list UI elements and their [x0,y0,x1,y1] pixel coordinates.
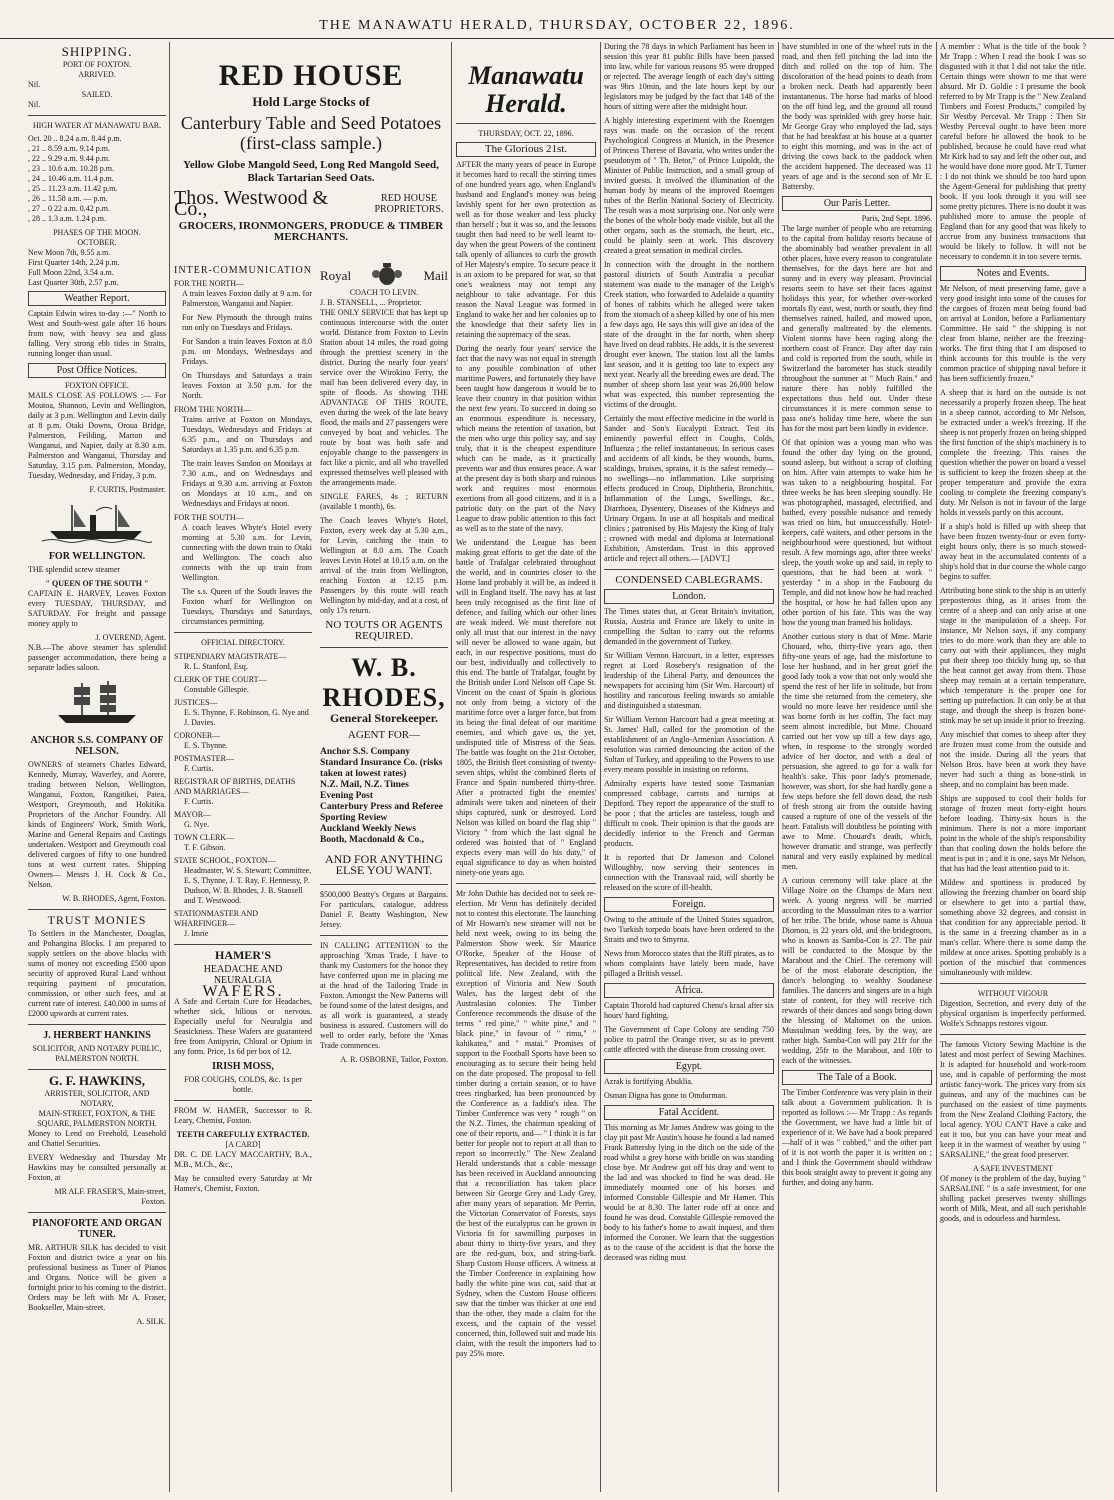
intercom-heading: FOR THE NORTH— [174,279,245,288]
official-directory [174,652,312,939]
hawkins-text: Money to Lend on Freehold, Leasehold and Chattel Securities. [28,1129,166,1148]
section-foreign: Foreign. [604,897,774,912]
news-paragraph: Sir William Vernon Harcourt, in a letter, expresses regret at Lord Rosebery's resignation of the leadership of the Liberal Party, and denounces the newspapers for accusing him (Sir Wm. Harcourt) of hostility and rancorous feeling towards so amiable and distinguished a statesman. [604,651,774,710]
news-paragraph: Azrak is fortifying Abuklia. [604,1077,693,1086]
column-6 [940,42,1086,1492]
hawkins-text: EVERY Wednesday and Thursday Mr Hawkins may be consulted personally at Foxton, at [28,1153,166,1182]
coach-touts: NO TOUTS OR AGENTS REQUIRED. [325,619,443,642]
news-paragraph: Of that opinion was a young man who was found the other day lying on the ground, sound asleep, but without a scrap of clothing on him. After vain attempts to wake him he was taken to a neighbouring hospital. For three weeks he has been sleeping soundly. He was photographed, massaged, electrified, and bathed, every possible nuisance and remedy was tried on him, but unsuccessfully. Hotel-keepers, café waiters, and other persons in the neighbourhood were questioned, but without result. A few mornings ago, after three weeks' sleep, the youth woke up and said, in reply to questions, that he had been at work " yesterday " in a shop in the Faubourg du Temple, and did not know how he had reached the hospital, or how he had fallen upon any other portion of his fate. This was the way how the young man framed his holidays. [782,438,932,627]
official-role: CLERK OF THE COURT— [174,675,267,684]
tide-row: , 22 .. 9.29 a.m. 9.44 p.m. [28,154,110,163]
divider [174,1100,312,1101]
high-water-title: HIGH WATER AT MANAWATU BAR. [32,121,162,130]
news-paragraph: Owing to the attitude of the United States squadron, two Turkish torpedo boats have been ordered to the Straits and two to Smyrna. [604,915,774,944]
column-2a [174,262,312,1492]
organs-text: $500,000 Beatty's Organs at Bargains. For particulars, catalogue, address Daniel F. Beatty Washington, New Jersey. [320,890,448,929]
hamer-title: HAMER'S [214,948,271,962]
tide-row: , 24 .. 10.46 a.m. 11.4 p.m. [28,174,114,183]
official-person: F. Curtis. [184,797,214,806]
divider [456,123,596,124]
column-rule [451,42,452,1492]
shipping-nil: Nil. [28,100,41,109]
news-paragraph: News from Morocco states that the Riff pirates, as to whom complaints have lately been made, have pillaged a British vessel. [604,949,774,978]
royal-mail-header [320,262,448,288]
moon-phase: New Moon 7th, 9.55 a.m. [28,248,111,257]
rhodes-agency-list [320,747,448,846]
intercom-text: A train leaves Foxton daily at 9 a.m. for Palmerston, Wanganui and Napier. [182,289,312,308]
tide-row: , 23 .. 10.6 a.m. 10.28 p.m. [28,164,114,173]
intercom-text: For New Plymouth the through trains run only on Tuesdays and Fridays. [182,313,312,332]
hamer-sub: HEADACHE AND NEURALGIA [203,964,283,986]
moon-phase: Last Quarter 30th, 2.57 p.m. [28,278,119,287]
editorial-title: The Glorious 21st. [456,142,596,157]
news-paragraph: have stumbled in one of the wheel ruts in the road, and then fell pitching the lad into the ditch and rolled on the top of him. The discoloration of the head points to death from a broken neck. Death had apparently been instantaneous. The horse had marks of blood on the off hind leg, and the ground all round the body was sprinkled with grey horse hair. Mr George Gray who employed the lad, says that he had breakfast at his house at a quarter to eight this morning, and was in the act of driving the cows back to the paddock when the accident happened. The deceased was 11 years of age and is the second son of Mr E. Battersby. [782,42,932,191]
piano-sign: A. SILK. [136,1317,166,1326]
vigour-title: WITHOUT VIGOUR [977,989,1049,998]
weather-title: Weather Report. [28,291,166,306]
news-paragraph: Mr Nelson, of meat preserving fame, gave a very good insight into some of the causes for the cargoes of frozen meat being found bad on arrival at London, before a Parliamentary Committee. He said " the shipping is not clear from blame, neither are the freezing-works. The first thing that I am disposed to think accounts for this trouble is the very common practice of shipping naval before it has been sufficiently frozen." [940,284,1086,383]
red-house-seeds: Yellow Globe Mangold Seed, Long Red Mangold Seed, Black Tartarian Seed Oats. [183,159,439,184]
divider [28,1069,166,1070]
divider [28,1212,166,1213]
section-africa: Africa. [604,983,774,998]
moon-title: PHASES OF THE MOON. [53,228,141,237]
osborne-text: IN CALLING ATTENTION to the approaching 'Xmas Trade, I have to thank my Customers for the honor they have conferred upon me in placing me at the head of the Tailoring Trade in Foxton. Amongst the New Patterns will be found some of the latest designs, and as all work is guaranteed, a steady business is assured. Customers will do well to order early, before the 'Xmas Trade commences. [320,941,448,1050]
herald-date: THURSDAY, OCT. 22, 1896. [478,129,574,138]
moon-phase: First Quarter 14th, 2.24 p.m. [28,258,120,267]
anchor-title: ANCHOR S.S. COMPANY OF NELSON. [30,735,164,757]
osborne-sign: A. R. OSBORNE, Tailor, Foxton. [340,1055,448,1064]
official-person: R. L. Stanford, Esq. [184,662,248,671]
moss-text: FOR COUGHS, COLDS, &c. 1s per bottle. [184,1075,302,1094]
divider [940,983,1086,984]
tide-row: , 26 .. 11.58 a.m. — p.m. [28,194,108,203]
piano-title: PIANOFORTE AND ORGAN TUNER. [32,1218,162,1240]
advert-text: Digestion, Secretion, and every duty of the physical organism is imperfectly performed. Wolfe's Schnapps restores vigour. [940,999,1086,1028]
coat-of-arms-icon [372,262,402,288]
paris-date: Paris, 2nd Sept. 1896. [861,214,932,223]
column-4 [604,42,774,1492]
intercom-text: Trains arrive at Foxton on Mondays, Tuesdays, Wednesdays and Fridays at 6.35 p.m., and on Thursdays and Saturdays at 1.35 p.m. and 6.35 p.m. [182,415,312,454]
rhodes-sub: General Storekeeper. [330,711,438,725]
news-paragraph: It is reported that Dr Jameson and Colonel Willoughby, now serving their sentences in connection with the Transvaal raid, will shortly be released on the score of ill-health. [604,853,774,892]
news-paragraph: A member : What is the title of the book ? Mr Trapp : When I read the book I was so disgusted with it that I did not take the title. Certain things were shown to me that were absurd. Mr D. Goldie : I presume the book referred to by Mr Trapp is the " New Zealand Timbers and Forest Products," compiled by Sir Westby Perceval. Mr Trapp : Then Sir Westby Perceval ought to have been more careful before he allowed the book to be published, because he could have read what Mr Kirk had to say and left the other out, and he would have done more good. Mr T. Turner : I do not think we should be too hard upon the Agent-General for publishing that pretty book. If you look through it you will see some pretty pictures. There is no doubt it was published more to amuse the people of England than for any good that was likely to accrue from any business transactions that would be likely to follow. It will not be necessary to condemn it in too severe terms. [940,42,1086,261]
news-paragraph: A curious ceremony will take place at the Village Noire on the Champs de Mars next week. A young negress will be married according to the Mussulman rites to a warrior of her tribe. The bride, whose name is Ahoua Diomou, is 22 years old, and the bridegroom, who is known as Samba-Con is 27. The pair will be conducted to the Mosque by the Marabout and the Chief. The ceremony will be of the most elaborate description, the dance's belonging to wealthy Soudanese families. The dancers and singers are in a high state of content, for they will receive rich rewards of their dances and songs bring down the blessing of Mahomet on the union. Mussulman wedding fees, by the way, are rather high. Samba-Con will pay 21fr for the wedding, 25fr to the Marabout, and 10fr to each of the witnesses. [782,876,932,1065]
red-house-potatoes: Canterbury Table and Seed Potatoes (first-class sample.) [180,113,442,153]
shipping-arrived: ARRIVED. [78,70,116,79]
coach-title: COACH TO LEVIN. [349,288,419,297]
news-paragraph: Attributing bone stink to the ship is an utterly preposterous thing, as it arises from the centre of a sheep and can only arise at one stage in the manipulation of a sheep. For instance, Mr Nelson says, if any company tries to do more work than they are able to carry out with their appliances, they might put their sheep too thickly hung up, so that the heat cannot get away from them. Those sheep may remain at a certain temperature, which temperature is the proper one for setting up putrefaction. It can only be at that stage, and though the sheep is frozen bone-stink may be set up inside it prior to freezing. [940,586,1086,725]
anchor-text: OWNERS of steamers Charles Edward, Kennedy, Murray, Waverley, and Aorere, trading between Nelson, Wellington, Wanganui, Foxton, Rangitikei, Patea, Westport, Greymouth, and Hokitika. Proprietors of the Anchor Foundry. All kinds of Engineers' Work, Smith Work, Marine and General Repairs and Castings undertaken. Westport and Greymouth coal delivered cargoes of fifty to one hundred tons at west current rates. Shipping Owners— Messrs J. H. Cock & Co., Nelson. [28,760,166,889]
steamer-illustration [42,501,152,545]
red-house-title: RED HOUSE [218,59,404,92]
tide-row: , 27 .. 0 22 a.m. 0.42 p.m. [28,204,110,213]
intercom-text: The s.s. Queen of the South leaves the Foxton wharf for Wellington on Tuesdays, Thursdays and Saturdays, circumstances permitting. [182,587,312,626]
news-notes: Mr John Duthie has decided not to seek re-election. Mr Venn has definitely decided not to contest this electorate. The launching of Mr Howarn's new steamer will not be held next week, owing to its being the Palmerston Show week. Sir Maurice O'Rorke, Speaker of the House of Representatives, has decided to retire from political life. New Zealand, with the exception of Victoria and New South Wales, has the largest debt of the Australasian colonies. The Timber Conference recommends the disuse of the terms " red pine," " white pine," and " black pine," in favour of " rimu," " kahikatea," and " matai." Promises of support to the Football Sports have been so encouraging as to secure their being held on the date proposed. The proposal to fell timber during a certain season, or to have trees ringbarked, has been pronounced by the Conference as a faddist's idea. The Timber Conference was very " rough " on the N.Z. Times, the chairman speaking of one of their reports, and— " I think it is far better for people not to report at all than to report so incorrectly." The New Zealand Herald understands that a cable message has been received in Auckland announcing that a reconciliation has taken place between Sir George Grey and Lady Grey, after many years of separation. Mr Perrin, the Victorian Conservator of Forests, says the best of the eucalyptus can be grown in Victoria fit for sawmilling purposes in about thirty to thirty-five years, and they are the red-gum, box, and string-bark. Sharp Custom House officers. A witness at the Timber Conference in explaining how badly the white pine was cut, said that at Sydney, when the Custom House officers saw that the timber was thicker at one end than the other, they made a claim for the excess, and the captain of the vessel concerned, thin, followed suit and made his claim, with the result the importers had to pay 25% more. [456,889,596,1358]
editorial-paragraph: AFTER the many years of peace in Europe it becomes hard to recall the stirring times of one hundred years ago, when England's husband and England's money was being lavishly spent for her own protection as well as for those weaker and less plucky than herself ; but it was so, and the lessons taught then had need to be well learnt to-day when the great Powers of the continent talk openly of alliances to curb the growth of Her Majesty's empire. To secure peace it is an axiom to be prepared for war, so that one's weakness may not tempt any neighbour to take advantage. For this reason the Naval League was formed in England to wake her and her colonies up to the knowledge that their safety lies in retaining the supremacy of the seas. [456,160,596,339]
masthead: THE MANAWATU HERALD, THURSDAY, OCTOBER 22, 1896. [0,18,1114,39]
post-text: MAILS CLOSE AS FOLLOWS :— For Moutoa, Shannon, Levin and Wellington, daily at 3 p.m. Wellington and Levin daily at 8 p.m. Otaki Downs, Oroua Bridge, Palmerston, Feilding, Marton and Wanganui, and Napier, daily at 8.30 a.m. Palmerston and Wanganui, Thursday and Saturday, 3.15 p.m. Palmerston, Monday, Tuesday, Wednesday, and Friday, 3 p.m. [28,391,166,480]
weather-text: Captain Edwin wires to-day :—" North to West and South-west gale after 16 hours from now, with heavy sea and glass falling. Very strong ebb tides in Straits, running longer than usual. [28,309,166,358]
agency-item: Standard Insurance Co. (risks taken at lowest rates) [320,758,443,779]
post-office: FOXTON OFFICE. [65,381,129,390]
divider [28,1024,166,1025]
red-house-advert [174,42,448,254]
coach-text: The Coach leaves Whyte's Hotel, Foxton, every week day at 5.30 a.m., for Levin, catching the train to Wellington at 8.0 a.m. The Coach leaves Levin Hotel at 10.15 a.m. on the arrival of the train from Wellington, reaching Foxton at 12.15 p.m. Passengers by this route will reach Wellington by mid-day, and at a cost, of only 17s return. [320,516,448,615]
editorial-paragraph: We understand the League has been making great efforts to get the date of the battle of Trafalgar celebrated throughout the world, and in countries closer to the Home land probably it will be, as indeed it will in England itself. The navy has at last been truly recognised as the first line of defence, and failing which our other lines are weak indeed. We must therefore not only all trust that our interest in the navy will never be allowed to wane again, but each, in our respective positions, must do our best, individually and collectively to this end. The battle of Trafalgar, fought by the British under Lord Nelson off Cape St. Vincent on the coast of Spain is glorious not only from being a victory of the maritime force over a larger force, but from its being the final defeat of our maritime enemies, and which gave us, the yet, undisputed title of Mistress of the Seas. The battle was fought on the 21st October, 1805, the British fleet consisting of twenty-seven ships, whilst the combined fleets of France and Spain numbered thirty-three. After a protracted fight the enemies' admirals were taken and nineteen of their ships captured, sunk or destroyed. Lord Nelson was killed on board the flag ship " Victory " from which the last signal he ordered was hoisted that of " England expects every man will do his duty," of equal significance to day as when hoisted ninety-one years ago. [456,538,596,877]
official-person: F. Curtis. [184,764,214,773]
advert-text: Of money is the problem of the day, buying " SARSALINE " is a safe investment, for one shilling packet preserves twenty shillings worth of Milk, Meat, and all such perishable goods, and is odourless and harmless. [940,1174,1086,1223]
moss-title: IRISH MOSS, [212,1061,274,1072]
column-2b [320,262,448,1492]
divider [604,569,774,570]
rhodes-else: AND FOR ANYTHING ELSE YOU WANT. [324,852,443,877]
official-person: Headmaster, W. S. Stewart; Committee, E. S. Thynne, J. T. Ray, F. Hennessy, P. Dudson, W. B. Rhodes, J. B. Stansell and T. Westwood. [184,866,312,905]
news-paragraph: Captain Thorold had captured Chenu's kraal after six hours' hard fighting. [604,1001,774,1020]
official-person: G. Nye. [184,820,210,829]
moon-month: OCTOBER. [77,238,117,247]
section-london: London. [604,589,774,604]
wellington-agent: J. OVEREND, Agent. [95,633,166,642]
shipping-port: PORT OF FOXTON. [62,60,132,69]
intercom-heading: FOR THE SOUTH— [174,513,244,522]
official-person: E. S. Thynne. [184,741,228,750]
column-3 [456,42,596,1492]
agency-item: Anchor S.S. Company [320,747,411,757]
column-rule [936,42,937,1492]
trust-text: To Settlers in the Manchester, Douglas, and Pohangina Blocks. I am prepared to supply settlers on the above blocks with sums of money not exceeding £500 upon security of approved Rural Land without requiring payment of procuration, commission, or other such fees, and at current rate of interest. £40,000 in sums of £2000 upwards at current rates. [28,929,166,1018]
news-paragraph: Any mischief that comes to sheep after they are frozen must come from the outside and not the inside. During all the years that Nelson Bros. have been at work they have never had such a thing as bone-stink in sheep, and no complaint has been made. [940,730,1086,789]
official-role: STATIONMASTER AND WHARFINGER— [174,909,259,928]
red-house-firm-row [174,187,448,220]
column-rule [600,42,601,1492]
tide-table [28,134,166,224]
official-person: E. S. Thynne, F. Robinson, G. Nye and J. Davies. [184,708,309,727]
official-role: STIPENDIARY MAGISTRATE— [174,652,287,661]
red-house-trade: GROCERS, IRONMONGERS, PRODUCE & TIMBER MERCHANTS. [178,220,444,243]
official-role: JUSTICES— [174,698,218,707]
divider [320,884,448,885]
section-paris: Our Paris Letter. [782,196,932,211]
ship-name: " QUEEN OF THE SOUTH " [45,579,149,588]
news-paragraph: Certainly the most effective medicine in the world is Sander and Son's Eucalypti Extract. Test its eminently powerful effect in Coughs, Colds, Influenza ; the relief instantaneous. In serious cases and accidents of all kinds, be they wounds, burns, scaldings, bruises, sprains, it is the safest remedy—no swellings—no inflammation. Like surprising effects produced in Croup, Diphtheria, Bronchitis, Inflammation of the Lungs, Swellings, &c., Diarrhoea, Dysentery, Diseases of the Kidneys and Urinary Organs. In use at all hospitals and medical clinics ; patronised by His Majesty the King of Italy ; crowned with medal and diploma at International Exhibition, Amsterdam. Trust in this approved article and reject all others.— [ADVT.] [604,414,774,563]
post-sign: F. CURTIS, Postmaster. [89,485,166,494]
anchor-agent: W. B. RHODES, Agent, Foxton. [62,894,166,903]
agency-item: Booth, Macdonald & Co., [320,835,424,845]
news-paragraph: Another curious story is that of Mme. Marie Chouard, who, thirty-five years ago, then fifty-one years of age, had the misfortune to lose her husband, and in her great grief the good lady took a vow that not only would she spend the rest of her life in solitude, but from the time she returned from the cemetery, she would no more leave her residence until she was borne forth in her coffin. The fact may seem almost incredible, but Mme. Chouard carried out her vow up till a few days ago, when, in response to the strongly worded advice of her doctor, and with a deal of persuasion, she agreed to go for a walk for health's sake. This poor lady's promenade, however, was short, for she had hardly gone a few steps before she fell down dead, the rush of fresh strong air from the outside having caused a rupture of one of the vessels of the heart. Fatalists will doubtless be pointing with awe to Mme. Chouard's death, which, however dramatic and strange, was perfectly natural and very easily explained by medical men. [782,632,932,871]
news-paragraph: The Government of Cape Colony are sending 750 police to patrol the Orange river, so as to prevent cattle affected with the disease from crossing over. [604,1025,774,1054]
section-fatal: Fatal Accident. [604,1105,774,1120]
herald-title: Manawatu Herald. [468,61,584,118]
divider [320,647,448,648]
tide-row: Oct. 20 .. 8.24 a.m. 8.44 p.m. [28,134,122,143]
hamer-from: FROM W. HAMER, Successor to R. Leary, Chemist, Foxton. [174,1106,312,1125]
shipping-sailed: SAILED. [81,90,113,99]
post-title: Post Office Notices. [28,363,166,378]
red-house-proprietors: RED HOUSE PROPRIETORS. [374,193,444,215]
official-role: REGISTRAR OF BIRTHS, DEATHS AND MARRIAGES— [174,777,296,796]
coach-fares: SINGLE FARES, 4s ; RETURN (available 1 month), 6s. [320,492,448,511]
cable-title: CONDENSED CABLEGRAMS. [615,574,763,586]
intercom-heading: FROM THE NORTH— [174,405,252,414]
news-paragraph: During the 78 days in which Parliament has been in session this year 81 public Bills have been passed into law, while for various reasons 95 were dropped or rejected. The average length of each day's sitting was 9hrs 10min, and the late hours kept by our legislators may be judged by the fact that 148 of the hours of sitting were after the midnight hour. [604,42,774,111]
wellington-title: FOR WELLINGTON. [48,551,146,562]
section-egypt: Egypt. [604,1059,774,1074]
divider [456,883,596,884]
hawkins-place: MR ALF. FRASER'S, Main-street, Foxton. [54,1187,166,1206]
shipping-title: SHIPPING. [61,44,133,59]
news-paragraph: The large number of people who are returning to the capital from holiday resorts because of the abominably bad weather prevalent in all other places, have every reason to congratulate themselves, for the days here are hot and sunny and in every way pleasant. Provincial resorts seem to have set their faces against holidays this year, for whether over-worked mortals fly east, west, north or south, they find themselves rained, hailed, and mowed upon, and generally maltreated by the elements. Violent storms have been raging along the northern coast of France. Day after day rain and cold is reported from the south, while in Switzerland the barometer has stuck steadily throughout the summer at " Much Rain." and nature there has nobly fulfilled the expectations thus held out. Under these circumstances it is mere common sense to pass one's holiday time here, where the sun has for the most part been kindly in evidence. [782,224,932,433]
column-5 [782,42,932,1492]
wellington-text: THE splendid screw steamer [28,565,121,574]
piano-text: MR. ARTHUR SILK has decided to visit Foxton and district twice a year on his professional business as Tuner of Pianos and Organs. Notice will be given a fortnight prior to his coming to the district. Orders may be left with Mr A. Fraser, Bookseller, Main-street. [28,1243,166,1312]
agency-item: Sporting Review [320,813,388,823]
teeth-text: TEETH CAREFULLY EXTRACTED. [176,1130,310,1139]
wellington-text: CAPTAIN E. HARVEY, Leaves Foxton every TUESDAY, THURSDAY, and SATURDAY. For freight and passage money apply to [28,589,166,628]
official-person: Constable Gillespie. [184,685,249,694]
news-paragraph: The Times states that, at Great Britain's invitation, Russia, Austria and France are likely to unite in compelling the Sultan to carry out the reforms demanded in the government of Turkey. [604,607,774,646]
news-paragraph: Sir William Vernon Harcourt had a great meeting at St. James' Hall, called for the promotion of the establishment of an Anglo-Armenian Association. A resolution was carried denouncing the action of the Sultan of Turkey, and appealing to the Powers to use every means possible in insisting on reforms. [604,715,774,774]
news-paragraph: Admiralty experts have tested some Tasmanian compressed cabbage, carrots and turnips at Deptford. They report the appearance of the stuff to be poor ; that the articles are tasteless, tough and difficult to cook. Their opinion is that the goods are decidedly inferior to the French and German products. [604,779,774,848]
section-book: The Tale of a Book. [782,1070,932,1085]
divider [320,935,448,936]
rhodes-title: W. B. RHODES, [322,653,446,712]
red-house-line: Hold Large Stocks of [252,94,370,109]
news-paragraph: A sheep that is hard on the outside is not necessarily a properly frozen sheep. The heat in a sheep cannot, according to Mr Nelson, be extracted under a week's freezing. If the sheep is not properly frozen on being shipped the first function of the ship's machinery is to complete the freezing. This raises the question whether the power on board a vessel is sufficient to keep the frozen sheep at the proper temperature and provide the extra cooling to complete the freezing company's duty. Mr Nelson is not in favour of the large holds in vessels partly on this account. [940,388,1086,517]
shipping-nil: Nil. [28,80,41,89]
divider [174,632,312,633]
sailing-ship-illustration [52,679,142,729]
column-1 [28,42,166,1492]
hamer-text: A Safe and Certain Cure for Headaches, whether sick, bilious or nervous. Especially useful for Neuralgia and Seasickness. These Wafers are guaranteed free from Antipyrin, Chloral or Opium in any form. Price, 1s 6d per box of 12. [174,997,312,1056]
hankins-sub: SOLICITOR, AND NOTARY PUBLIC, PALMERSTON NORTH. [32,1044,162,1063]
coach-text: THE ONLY SERVICE that has kept up continuous intercourse with the outer world. Distance from Foxton to Levin Station about 14 miles, the road going through the prettiest scenery in the district. During the nearly four years' service over the Wirokino Ferry, the mail has been delivered every day, in spite of floods. As showing THE ADVANTAGE OF THIS ROUTE, even during the week of the late heavy flood, the mails and 27 passengers were conveyed by boat and vehicles. The route by boat was both safe and enjoyable change to the passengers in fact like a picnic, and all who travelled expressed themselves well pleased with the arrangements made. [320,308,448,487]
news-paragraph: In connection with the drought in the northern pastoral districts of South Australia a peculiar statement was made to the manager of the Leigh's Creek station, who forwarded to Adelaide a quantity of bones of rabbits which he alleged were taken from the stomach of a sheep killed by one of his men a few days ago. He says this will give an idea of the state of the drought in the far north, when sheep have lived on dead rabbits. He adds, it is the severest drought ever known. The station lost all the lambs last season, and it is getting too late to expect any next year. Nearly all the breeding ewes are dead. The number of sheep shorn last year was 26,000 below what was expected, this number representing the victims of the drought. [604,260,774,409]
divider [940,1034,1086,1035]
moon-phase: Full Moon 22nd, 3.54 a.m. [28,268,114,277]
doctor-text: May be consulted every Saturday at Mr Hamer's, Chemist, Foxton. [174,1174,312,1193]
news-paragraph: If a ship's hold is filled up with sheep that have been frozen twenty-four or even forty-eight hours only, there is so much stowed-away heat in the accumulated contents of a ship's hold that in due course the whole cargo begins to suffer. [940,522,1086,581]
red-house-firm: Thos. Westwood & Co., [174,187,329,220]
news-paragraph: Osman Digna has gone to Omdurman. [604,1091,728,1100]
official-role: POSTMASTER— [174,754,235,763]
investment-title: A SAFE INVESTMENT [972,1164,1053,1173]
intercom-text: A coach leaves Whyte's Hotel every morning at 5.30 a.m. for Levin, connecting with the down train to Otaki and Wellington. The coach also connects with the up train from Wellington. [182,523,312,582]
intercom-title: INTER-COMMUNICATION [174,265,312,276]
hankins-title: J. HERBERT HANKINS [43,1030,151,1041]
royal-label: Royal [320,267,352,283]
section-notes: Notes and Events. [940,266,1086,281]
official-role: STATE SCHOOL, FOXTON— [174,856,276,865]
news-paragraph: Ships are supposed to cool their holds for storage of frozen meat forty-eight hours before loading. Thirty-six hours is the minimum. There is not a more important point in the whole of the ship's responsibility than that cooling down the holds before the meat is put in ; and it is one, says Mr Nelson, that has had the least attention paid to it. [940,794,1086,873]
official-role: TOWN CLERK— [174,833,235,842]
wellington-nb: N.B.—The above steamer has splendid passenger accommodation, there being a separate ladies saloon. [28,643,166,672]
hawkins-title: G. F. HAWKINS, [49,1073,145,1088]
rhodes-agent: AGENT FOR— [347,729,421,741]
official-person: J. Imrie [184,929,209,938]
official-role: CORONER— [174,731,221,740]
tide-row: , 25 .. 11.23 a.m. 11.42 p.m. [28,184,118,193]
intercom-text: On Thursdays and Saturdays a train leaves Foxton at 3.50 p.m. for the North. [182,371,312,400]
tide-row: , 28 .. 1.3 a.m. 1.24 p.m. [28,214,106,223]
hamer-wafers: WAFERS. [202,983,284,1000]
news-paragraph: This morning as Mr James Andrew was going to the clay pit past Mr Austin's house he found a lad named Frank Battersby lying in the ditch on the side of the road whilst a grey horse with bridle on was standing close bye. Mr Andrew got off his dray and went to the lad and was shocked to find he was dead. He immediately mounted one of his horses and informed Constable Gillespie and Mr Hamer. This would be at 8.30. The latter rode off at once and found he was dead. Constable Gillespie removed the body to his father's home to await inquest, and then informed the Coroner. We learn that the suggestion as to the cause of the accident is that the horse the deceased was riding must [604,1123,774,1262]
tide-row: , 21 .. 8.59 a.m. 9.14 p.m. [28,144,110,153]
column-rule [778,42,779,1492]
divider [174,944,312,945]
agency-item: Canterbury Press and Referee [320,802,443,812]
coach-proprietor: J. B. STANSELL, ... Proprietor. [320,298,422,307]
official-role: MAYOR— [174,810,212,819]
hawkins-sub: ARRISTER, SOLICITOR, AND NOTARY, [44,1089,150,1108]
news-paragraph: Mildew and spottiness is produced by allowing the freezing chamber on board ship or elsewhere to get into a partial thaw, something above 32 degrees, and consist in that condition for any appreciable period. It is the same in a freezing chamber as in a man's cellar. Where there is some damp the mildew at once arises. Spotting probably is a portion of the mischief that commences simultaneously with mildew. [940,878,1086,977]
intercom-text: For Sandon a train leaves Foxton at 8.0 p.m. on Mondays, Wednesdays and Fridays. [182,337,312,366]
news-paragraph: A highly interesting experiment with the Roentgen rays was made on the occasion of the recent Psychological Congress at Munich, in the Presence of Princess Therese of Bavaria, who writes under the pseudonym of " Th. Betor," of Prince Luipoldt, the Minister of Public Instruction, and a small group of invited guests. It involved the illumination of the human body by means of the improved Roentgen tubes of the Berlin National Society of Electricity. The result was a most surprising one. Not only were the bones of the whole body made visible, but all the other organs, such as the stomach, the heart, etc., could be plainly seen at work. This discovery created a great sensation in medical circles. [604,116,774,255]
card-label: [A CARD] [225,1140,261,1149]
agency-item: Evening Post [320,791,374,801]
column-rule [169,42,170,1492]
official-title: OFFICIAL DIRECTORY. [201,638,285,647]
editorial-paragraph: During the nearly four years' service the fact that the navy was not equal in strength to any possible combination of other maritime Powers, and fortunately they have been taught how dangerous it would be to leave their country in that position within the next few years. To succeed in doing so an enormous expenditure is necessary, which means the retention of taxation, but the men who urge this policy say, and say truly, that it is the cheapest expenditure which can be made, as it practically prevents war and thus ensures peace. A war at the present day is both sharp and ruinous work and requires most enormous exertions from all good citizens, and it is a patriotic duty on the part of the Navy League to draw public attention to this fact as well as to the state of the navy. [456,344,596,533]
mail-label: Mail [423,267,448,283]
agency-item: Auckland Weekly News [320,824,416,834]
divider [28,909,166,910]
hawkins-address: MAIN-STREET, FOXTON, & THE SQUARE, PALMERSTON NORTH. [37,1109,157,1128]
official-person: T. F. Gibson. [184,843,226,852]
doctor-name: DR. C. DE LACY MACCARTHY, B.A., M.B., M.Ch., &c., [174,1150,312,1169]
intercom-text: The train leaves Sandon on Mondays at 7.30 a.m., and on Wednesdays and Fridays at 9.30 a.m. arriving at Foxton on Mondays at 10 a.m., and on Wednesdays and Fridays at noon. [182,459,312,508]
divider [28,115,166,116]
news-paragraph: The Timber Conference was very plain in their talk about a Government publication. It is reported as follows :— Mr Trapp : As regards the Government, we have had a little bit of experience of it. We have had a book prepared—half of it was " cobbed," and the other part of it is not worth the paper it is written on ; and I think the Government should withdraw this book straight away to prevent it going any further, and doing any harm. [782,1088,932,1187]
agency-item: N.Z. Mail, N.Z. Times [320,780,409,790]
advert-text: The famous Victory Sewing Machine is the latest and most perfect of Sewing Machines. It is adapted for household and work-room use, and is capable of performing the most artistic fancy-work. The prices vary from six guineas, and any of the machines can be purchased on the easiest of time payments from the New Zealand Clothing Factory, the local agency. YOU CAN'T Have a cake and eat it too, but you can have your meat and keep it in the warmest of weather by using " SARSALINE," the great food preserver. [940,1040,1086,1159]
trust-title: TRUST MONIES [47,913,147,927]
